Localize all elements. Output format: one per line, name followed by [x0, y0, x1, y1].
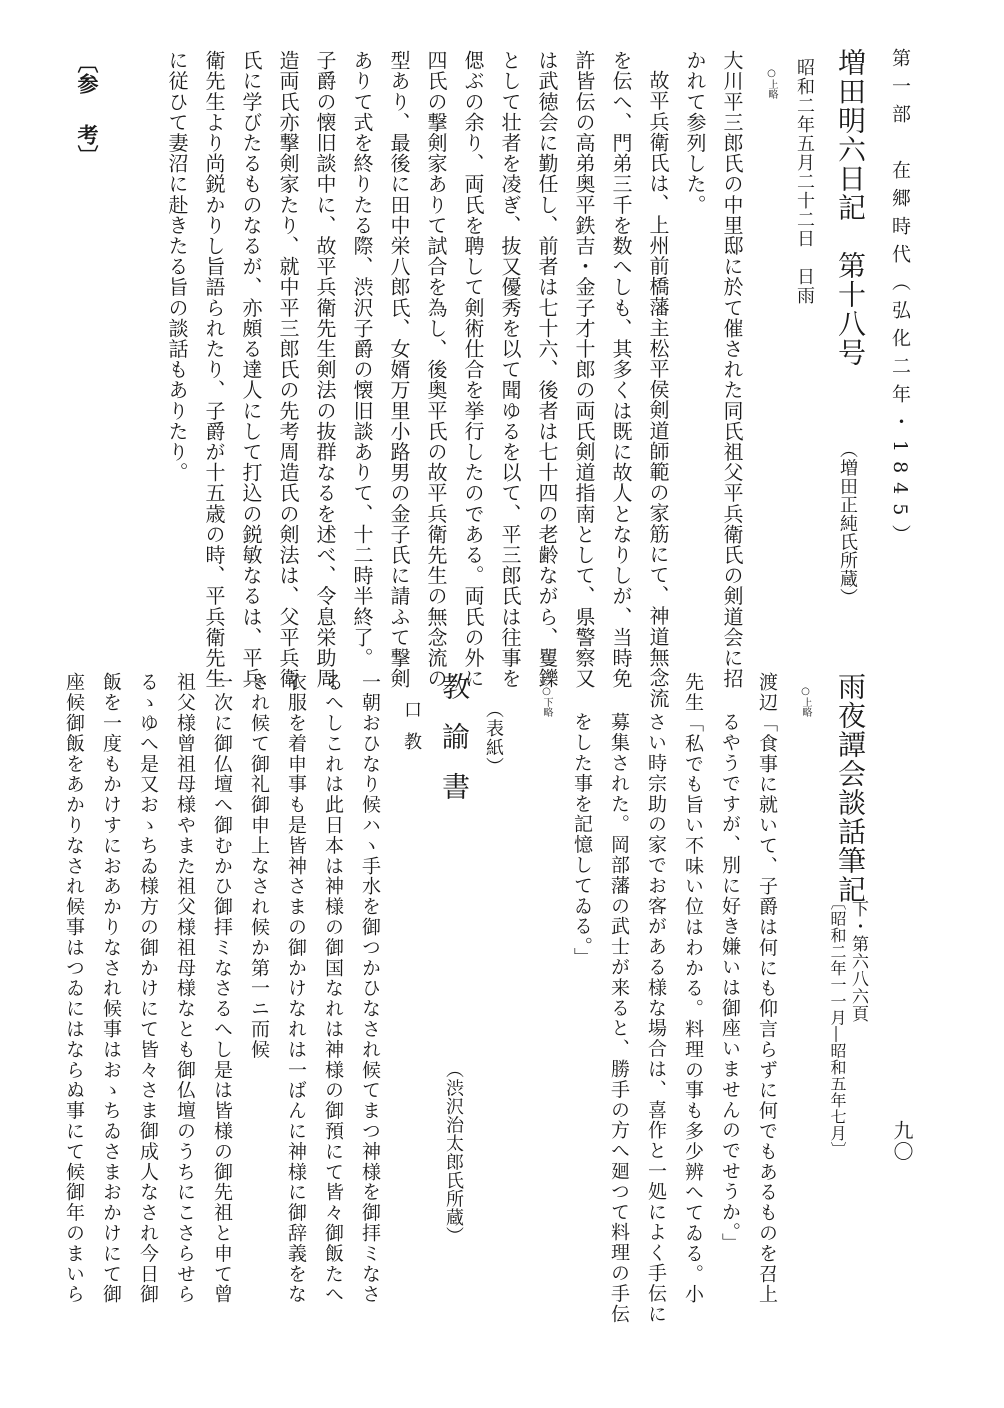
- doc3-cover-label: （表紙）: [483, 700, 504, 776]
- sankou-heading: [69, 48, 105, 170]
- doc2-line: 募集された。岡部藩の武士が来ると、勝手の方へ廻つて料理の手伝: [608, 712, 630, 1324]
- doc2-line: さい時宗助の家でお客がある様な場合は、喜作と一処によく手伝に: [645, 712, 667, 1324]
- doc2-line: 先生「私でも旨い不味い位はわかる。料理の事も多少辨へてゐる。小: [682, 672, 704, 1305]
- doc3-line: 衣服を着申事も是皆神さまの御かけなれは一ばんに神様に御辞義をな: [285, 672, 307, 1305]
- doc2-ref-2: 〔昭和二年一一月―昭和五年七月〕: [828, 894, 847, 1158]
- doc1-line: 許皆伝の高弟奥平鉄吉・金子才十郎の両氏剣道指南として、県警察又: [572, 50, 596, 689]
- doc1-omission: ○上略: [766, 68, 777, 99]
- doc1-line: 偲ぶの余り、両氏を聘して剣術仕合を挙行したのである。両氏の外に: [461, 50, 485, 689]
- doc1-line: 型あり、最後に田中栄八郎氏、女婿万里小路男の金子氏に請ふて撃剣: [387, 50, 411, 689]
- doc1-line: を伝へ、門弟三千を数へしも、其多くは既に故人となりしが、当時免: [609, 50, 633, 689]
- doc1-date: 昭和二年五月二十二日 日雨: [794, 58, 815, 305]
- doc2-omission-top: ○上略: [800, 686, 811, 717]
- doc1-line: として壮者を凌ぎ、抜又優秀を以て聞ゆるを以て、平三郎氏は往事を: [498, 50, 522, 689]
- doc3-line: 座候御飯をあかりなされ候事はつゐにはならぬ事にて候御年のまいら: [63, 672, 85, 1305]
- doc3-line: 一朝おひなり候ハヽ手水を御つかひなされ候てまつ神様を御拝ミなさ: [359, 672, 381, 1305]
- doc1-line: 故平兵衛氏は、上州前橋藩主松平侯剣道師範の家筋にて、神道無念流: [646, 70, 670, 709]
- doc1-line: 子爵の懐旧談中に、故平兵衛先生剣法の抜群なるを述べ、令息栄助周: [313, 50, 337, 689]
- doc3-line: 一次に御仏壇へ御むかひ御拝ミなさるへし是は皆様の御先祖と申て曾: [211, 672, 233, 1305]
- doc3-line: 祖父様曾祖母様やまた祖父様祖母様なとも御仏壇のうちにこさらせら: [174, 672, 196, 1305]
- doc3-subtitle: 口教: [401, 700, 422, 764]
- sankou-close: 考〕: [75, 124, 100, 166]
- doc1-line: 大川平三郎氏の中里邸に於て催された同氏祖父平兵衛氏の剣道会に招: [720, 50, 744, 689]
- doc1-line: 造両氏亦撃剣家たり、就中平三郎氏の先考周造氏の剣法は、父平兵衛: [276, 50, 300, 689]
- doc2-line: 渡辺「食事に就いて、子爵は何にも仰言らずに何でもあるものを召上: [756, 672, 778, 1305]
- doc1-line: 衛先生より尚鋭かりし旨語られたり、子爵が十五歳の時、平兵衛先生: [202, 50, 226, 689]
- doc1-line: 四氏の撃剣家ありて試合を為し、後奥平氏の故平兵衛先生の無念流の: [424, 50, 448, 689]
- doc2-title: 雨夜譚会談話筆記: [834, 672, 867, 904]
- page-number: 九〇: [890, 1120, 914, 1162]
- doc3-title: 教諭書: [438, 672, 471, 822]
- sankou-open: 〔参: [75, 52, 100, 94]
- doc1-line: 氏に学びたるものなるが、亦頗る達人にして打込の鋭敏なるは、平兵: [239, 50, 263, 689]
- doc3-line: 飯を一度もかけすにおあかりなされ候事はおゝちゐさまおかけにて御: [100, 672, 122, 1305]
- doc2-ref-1: 下・第六八六頁: [848, 900, 868, 1023]
- doc2-line: をした事を記憶してゐる。」: [571, 712, 593, 968]
- doc3-line: され候て御礼御申上なされ候か第一ニ而候: [248, 672, 270, 1060]
- doc1-line: かれて参列した。: [683, 50, 707, 215]
- doc3-source: （渋沢治太郎氏所蔵）: [443, 1060, 464, 1245]
- doc1-line: ありて式を終りたる際、渋沢子爵の懐旧談ありて、十二時半終了。: [350, 50, 374, 668]
- doc2-line: るやうですが、別に好き嫌いは御座いませんのでせうか。」: [719, 712, 741, 1254]
- doc1-title: 増田明六日記 第十八号: [834, 48, 867, 367]
- doc1-line: に従ひて妻沼に赴きたる旨の談話もありたり。: [165, 50, 189, 483]
- doc1-line: は武徳会に勤任し、前者は七十六、後者は七十四の老齢ながら、矍鑠: [535, 50, 559, 689]
- doc2-omission-bottom: ○下略: [541, 686, 552, 717]
- doc1-source: （増田正純氏所蔵）: [837, 440, 858, 607]
- doc3-line: るゝゆへ是又おゝちゐ様方の御かけにて皆々さま御成人なされ今日御: [137, 672, 159, 1305]
- doc3-line: るへしこれは此日本は神様の御国なれは神様の御預にて皆々御飯たへ: [322, 672, 344, 1305]
- running-header: 第一部 在郷時代（弘化二年・1845）: [889, 48, 911, 553]
